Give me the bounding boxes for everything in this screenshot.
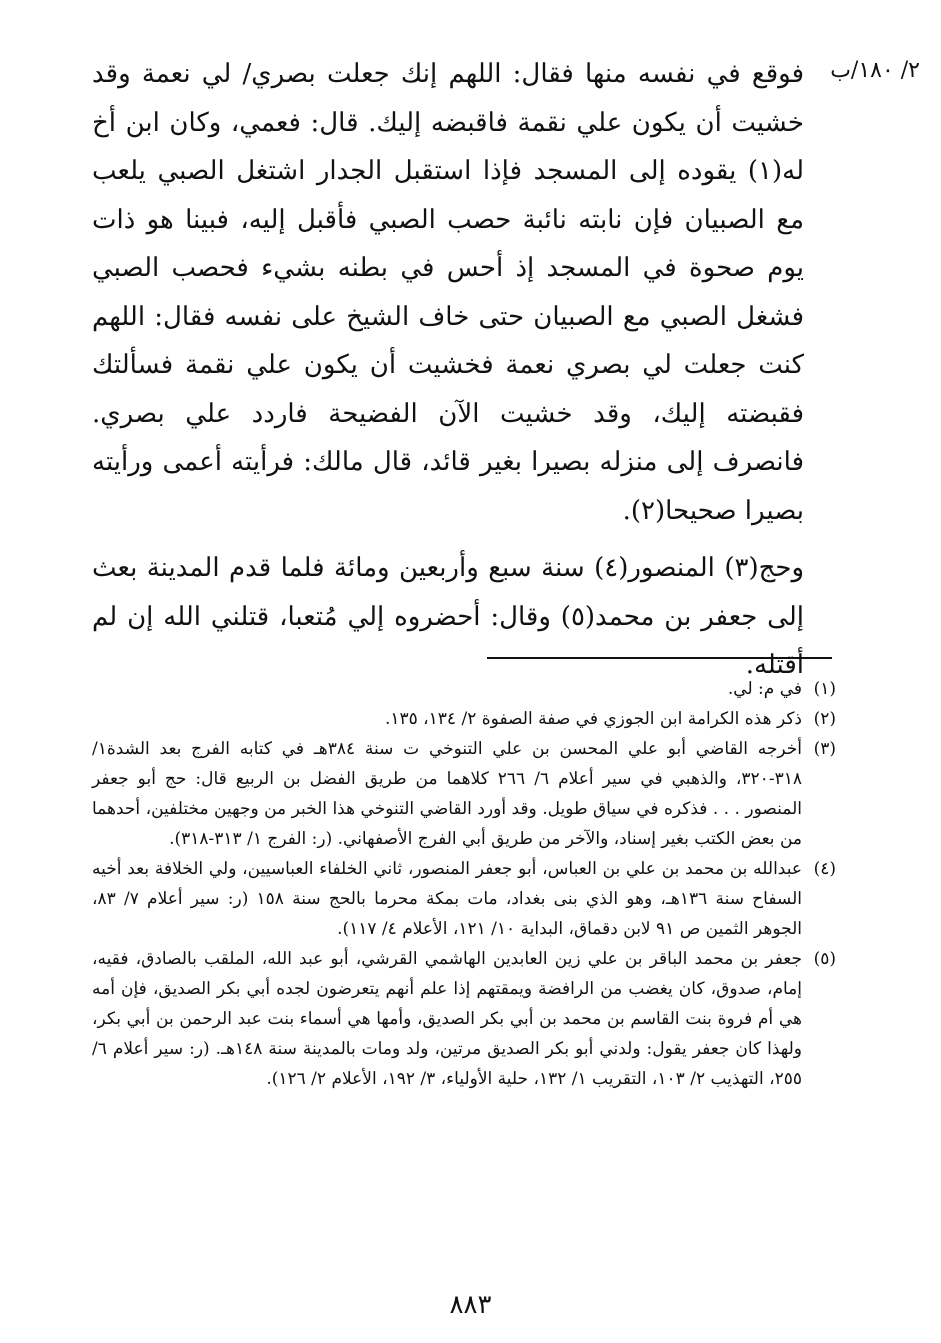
footnote-number: (٥) (813, 949, 836, 969)
footnote-text: ذكر هذه الكرامة ابن الجوزي في صفة الصفوة ٢/ ١٣٤، ١٣٥. (384, 709, 802, 729)
main-text (92, 50, 804, 690)
footnote-text: جعفر بن محمد الباقر بن علي زين العابدين الهاشمي القرشي، أبو عبد الله، الملقب بالصادق، فقيه، إمام، صدوق، كان يغضب من الرافضة ويمقتهم إذا علم أنهم يتعرضون لجده أبي بكر الصديق، فإن أمه هي أم فروة بنت القاسم بن محمد بن أبي بكر الصديق، وأمها هي أسماء بنت عبد الرحمن بن أبي بكر، ولهذا كان جعفر يقول: ولدني أبو بكر الصديق مرتين، ولد ومات بالمدينة سنة ١٤٨هـ. (ر: سير أعلام ٦/ ٢٥٥، التهذيب ٢/ ١٠٣، التقريب ١/ ١٣٢، حلية الأولياء، ٣/ ١٩٢، الأعلام ٢/ ١٢٦). (92, 949, 802, 1089)
footnote-1 (92, 674, 836, 704)
footnote-number: (٣) (813, 739, 836, 759)
margin-folio-reference: ٢/ ١٨٠/ب (830, 58, 920, 83)
footnote-text: في م: لي. (727, 679, 802, 699)
footnote-text: أخرجه القاضي أبو علي المحسن بن علي التنوخي ت سنة ٣٨٤هـ في كتابه الفرج بعد الشدة١/ ٣١٨-٣٢٠، والذهبي في سير أعلام ٦/ ٢٦٦ كلاهما من طريق الفضل بن الربيع قال: حج أبو جعفر المنصور . . . فذكره في سياق طويل. وقد أورد القاضي التنوخي هذا الخبر من وجهين مختلفين، أحدهما من بعض الكتب بغير إسناد، والآخر من طريق أبي الفرج الأصفهاني. (ر: الفرج ١/ ٣١٣-٣١٨). (92, 739, 802, 849)
page-number: ٨٨٣ (449, 1290, 492, 1320)
footnote-2 (92, 704, 836, 734)
footnotes (92, 674, 836, 1094)
main-paragraph-1: فوقع في نفسه منها فقال: اللهم إنك جعلت بصري/ لي نعمة وقد خشيت أن يكون علي نقمة فاقبضه إليك. قال: فعمي، وكان ابن أخ له(١) يقوده إلى المسجد فإذا استقبل الجدار اشتغل الصبي يلعب مع الصبيان فإن نابته نائبة حصب الصبي فأقبل إليه، فبينا هو ذات يوم صحوة في المسجد إذ أحس في بطنه بشيء فحصب الصبي فشغل الصبي مع الصبيان حتى خاف الشيخ على نفسه فقال: اللهم كنت جعلت لي بصري نعمة فخشيت أن يكون علي نقمة فسألتك فقبضته إليك، وقد خشيت الآن الفضيحة فاردد علي بصري. فانصرف إلى منزله بصيرا بغير قائد، قال مالك: فرأيته أعمى ورأيته بصيرا صحيحا(٢). (92, 59, 804, 526)
footnote-5 (92, 944, 836, 1094)
footnote-text: عبدالله بن محمد بن علي بن العباس، أبو جعفر المنصور، ثاني الخلفاء العباسيين، ولي الخلافة بعد أخيه السفاح سنة ١٣٦هـ، وهو الذي بنى بغداد، مات بمكة محرما بالحج سنة ١٥٨ (ر: سير أعلام ٧/ ٨٣، الجوهر الثمين ص ٩١ لابن دقماق، البداية ١٠/ ١٢١، الأعلام ٤/ ١١٧). (92, 859, 802, 939)
footnote-3 (92, 734, 836, 854)
footnote-number: (٢) (813, 709, 836, 729)
footnote-number: (١) (813, 679, 836, 699)
footnote-divider (487, 657, 832, 659)
footnote-4 (92, 854, 836, 944)
footnote-number: (٤) (813, 859, 836, 879)
main-paragraph-2: وحج(٣) المنصور(٤) سنة سبع وأربعين ومائة فلما قدم المدينة بعث إلى جعفر بن محمد(٥) وقال: أحضروه إلي مُتعبا، قتلني الله إن لم أقتله. (92, 553, 805, 680)
